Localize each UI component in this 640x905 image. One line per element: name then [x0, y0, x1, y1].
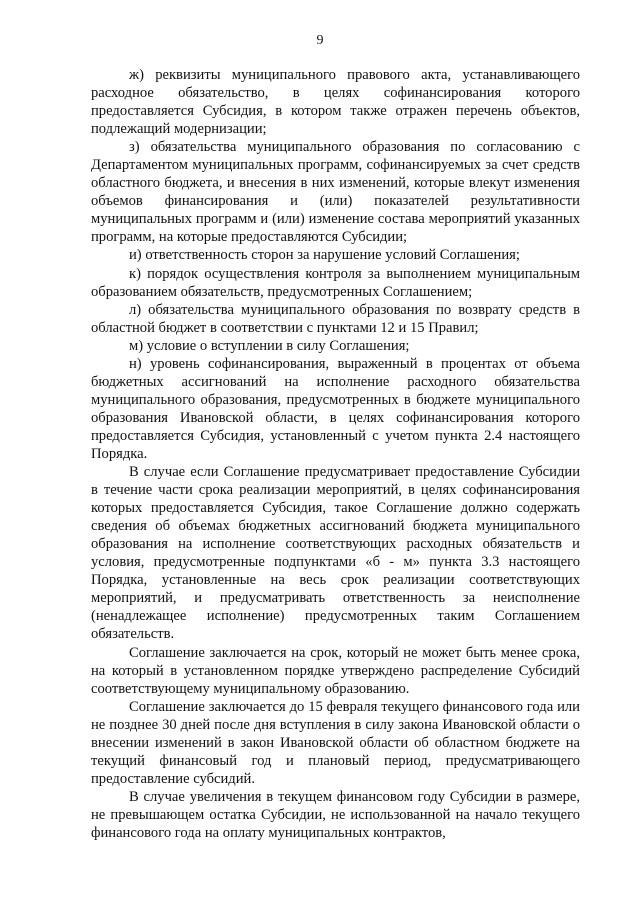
paragraph-i: и) ответственность сторон за нарушение условий Соглашения; [129, 247, 520, 264]
paragraph-subsidy-increase: В случае увеличения в текущем финансовом году Субсидии в размере, не превышающем остатка Субсидии, не использованной на начало текущего финансового года на оплату муниципальных контрактов, [91, 788, 580, 841]
paragraph-m: м) условие о вступлении в силу Соглашения; [129, 337, 410, 354]
paragraph-zh: ж) реквизиты муниципального правового акта, устанавливающего расходное обязательство, в целях софинансирования которого предоставляется Субсидия, в котором также отражен перечень объектов, подлежащий модернизации; [91, 67, 580, 138]
paragraph-agreement-deadline: Соглашение заключается до 15 февраля текущего финансового года или не позднее 30 дней после дня вступления в силу закона Ивановской области о внесении изменений в закон Ивановской области об областном бюджете на текущий финансовый год и плановый период, предусматривающего предоставление субсидий. [91, 698, 580, 787]
document-body [91, 66, 580, 842]
page-number: 9 [316, 33, 324, 48]
paragraph-agreement-term: Соглашение заключается на срок, который не может быть менее срока, на который в установленном порядке утверждено распределение Субсидий соответствующему муниципальному образованию. [91, 644, 580, 697]
paragraph-n: н) уровень софинансирования, выраженный в процентах от объема бюджетных ассигнований на исполнение расходного обязательства муниципального образования, предусмотренных в бюджете муниципального образования Ивановской области, в целях софинансирования которого предоставляется Субсидия, установленный с учетом пункта 2.4 настоящего Порядка. [91, 355, 580, 462]
paragraph-z: з) обязательства муниципального образования по согласованию с Департаментом муниципальных программ, софинансируемых за счет средств областного бюджета, и внесения в них изменений, которые влекут изменения объемов финансирования и (или) показателей результативности муниципальных программ и (или) изменение состава мероприятий указанных программ, на которые предоставляются Субсидии; [91, 139, 580, 246]
paragraph-l: л) обязательства муниципального образования по возврату средств в областной бюджет в соответствии с пунктами 12 и 15 Правил; [91, 301, 580, 336]
paragraph-k: к) порядок осуществления контроля за выполнением муниципальным образованием обязательств, предусмотренных Соглашением; [91, 265, 580, 300]
paragraph-partial-term: В случае если Соглашение предусматривает предоставление Субсидии в течение части срока реализации мероприятий, в целях софинансирования которых предоставляется Субсидия, такое Соглашение должно содержать сведения об объемах бюджетных ассигнований бюджета муниципального образования на исполнение соответствующих расходных обязательств и условия, предусмотренные подпунктами «б - м» пункта 3.3 настоящего Порядка, установленные на весь срок реализации соответствующих мероприятий, и предусматривать ответственность за неисполнение (ненадлежащее исполнение) предусмотренных таким Соглашением обязательств. [91, 464, 580, 643]
